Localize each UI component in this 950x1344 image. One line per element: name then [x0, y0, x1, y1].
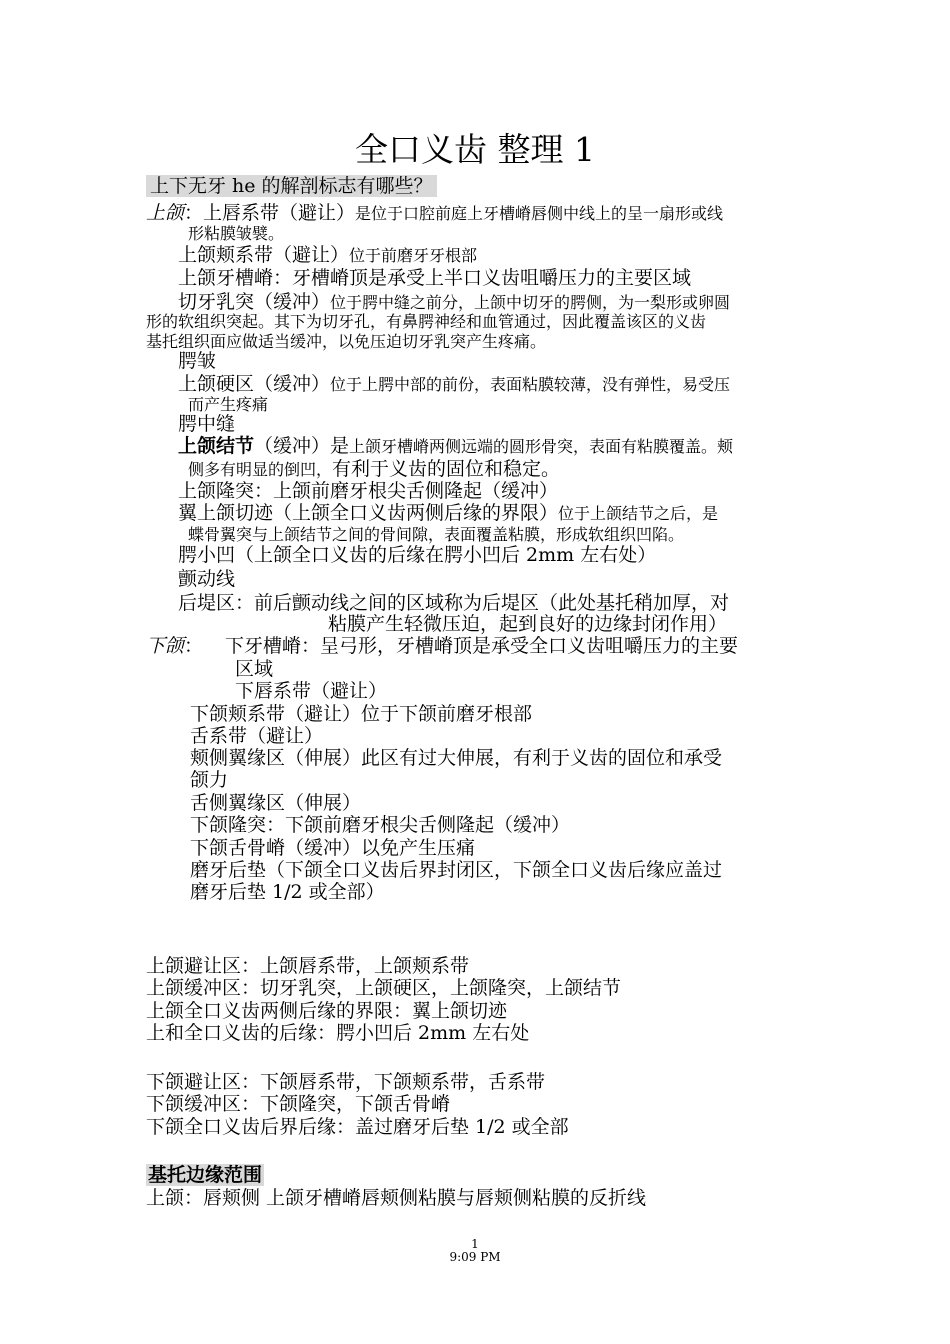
summary-upper-3: 上颌全口义齿两侧后缘的界限：翼上颌切迹	[146, 1000, 508, 1022]
upper-line-13-cont: 粘膜产生轻微压迫，起到良好的边缘封闭作用）	[328, 613, 728, 635]
lower-line-1-cont: 区域	[235, 658, 274, 680]
lower-line-9: 磨牙后垫（下颌全口义齿后界封闭区，下颌全口义齿后缘应盖过	[190, 859, 723, 881]
upper-line-12: 颤动线	[178, 568, 236, 590]
upper-line-5: 腭皱	[178, 350, 217, 372]
upper-line-4-cont1: 形的软组织突起。其下为切牙孔，有鼻腭神经和血管通过，因此覆盖该区的义齿	[146, 312, 707, 331]
upper-line-11: 腭小凹（上颌全口义齿的后缘在腭小凹后 2mm 左右处）	[178, 544, 657, 566]
lower-line-5: 颊侧翼缘区（伸展）此区有过大伸展，有利于义齿的固位和承受	[190, 747, 723, 769]
summary-lower-1: 下颌避让区：下颌唇系带，下颌颊系带，舌系带	[146, 1071, 546, 1093]
base-range-upper: 上颌：唇颊侧 上颌牙槽嵴唇颊侧粘膜与唇颊侧粘膜的反折线	[146, 1187, 647, 1209]
upper-line-6: 上颌硬区（缓冲）位于上腭中部的前份，表面粘膜较薄，没有弹性，易受压	[178, 373, 731, 395]
summary-lower-3: 下颌全口义齿后界后缘：盖过磨牙后垫 1/2 或全部	[146, 1116, 569, 1138]
footer-time: 9:09 PM	[449, 1250, 501, 1264]
upper-line-13: 后堤区：前后颤动线之间的区域称为后堤区（此处基托稍加厚，对	[178, 592, 730, 614]
summary-lower-2: 下颌缓冲区：下颌隆突，下颌舌骨嵴	[146, 1093, 451, 1115]
question-heading	[146, 174, 437, 198]
lower-line-8: 下颌舌骨嵴（缓冲）以免产生压痛	[190, 837, 476, 859]
upper-line-8: 上颌结节（缓冲）是上颌牙槽嵴两侧远端的圆形骨突，表面有粘膜覆盖。颊	[178, 435, 734, 457]
summary-upper-4: 上和全口义齿的后缘：腭小凹后 2mm 左右处	[146, 1022, 530, 1044]
lower-line-1: 下颌： 下牙槽嵴：呈弓形，牙槽嵴顶是承受全口义齿咀嚼压力的主要	[146, 635, 739, 657]
upper-line-1-cont: 形粘膜皱襞。	[188, 224, 285, 243]
section-heading: 基托边缘范围	[148, 1164, 263, 1186]
summary-upper-1: 上颌避让区：上颌唇系带，上颌颊系带	[146, 955, 470, 977]
upper-line-4: 切牙乳突（缓冲）位于腭中缝之前分，上颌中切牙的腭侧，为一梨形或卵圆	[178, 291, 731, 313]
upper-label: 上颌	[146, 202, 185, 224]
upper-line-1: 上颌：上唇系带（避让）是位于口腔前庭上牙槽嵴唇侧中线上的呈一扇形或线	[146, 202, 724, 224]
lower-line-3: 下颌颊系带（避让）位于下颌前磨牙根部	[190, 703, 533, 725]
lower-line-9-cont: 磨牙后垫 1/2 或全部）	[190, 881, 385, 903]
page-number: 1	[471, 1237, 479, 1251]
upper-line-4-cont2: 基托组织面应做适当缓冲，以免压迫切牙乳突产生疼痛。	[146, 332, 547, 351]
lower-line-5-cont: 颌力	[190, 769, 229, 791]
summary-upper-2: 上颌缓冲区：切牙乳突，上颌硬区，上颌隆突，上颌结节	[146, 977, 622, 999]
upper-line-7: 腭中缝	[178, 413, 236, 435]
upper-line-3: 上颌牙槽嵴：牙槽嵴顶是承受上半口义齿咀嚼压力的主要区域	[178, 267, 692, 289]
lower-line-7: 下颌隆突：下颌前磨牙根尖舌侧隆起（缓冲）	[190, 814, 571, 836]
upper-line-10: 翼上颌切迹（上颌全口义齿两侧后缘的界限）位于上颌结节之后，是	[178, 502, 719, 524]
lower-line-2: 下唇系带（避让）	[235, 680, 388, 702]
question-text: 上下无牙 he 的解剖标志有哪些？	[146, 175, 437, 197]
upper-line-2: 上颌颊系带（避让）位于前磨牙牙根部	[178, 244, 478, 266]
document-title: 全口义齿 整理 1	[355, 130, 595, 169]
lower-line-6: 舌侧翼缘区（伸展）	[190, 792, 362, 814]
upper-line-6-cont: 而产生疼痛	[188, 395, 269, 414]
upper-line-9: 上颌隆突：上颌前磨牙根尖舌侧隆起（缓冲）	[178, 480, 559, 502]
upper-line-8-cont: 侧多有明显的倒凹，有利于义齿的固位和稳定。	[188, 458, 561, 480]
upper-line-10-cont: 蝶骨翼突与上颌结节之间的骨间隙，表面覆盖粘膜，形成软组织凹陷。	[188, 525, 685, 544]
lower-line-4: 舌系带（避让）	[190, 725, 324, 747]
lower-label: 下颌	[146, 635, 185, 657]
